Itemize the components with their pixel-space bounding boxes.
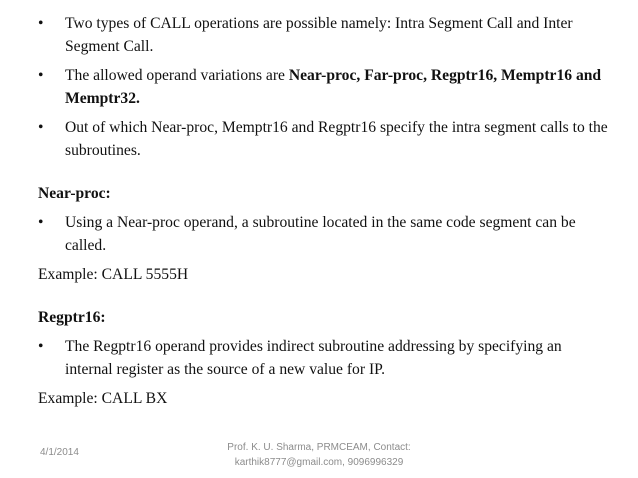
regptr16-bullet [38,335,610,381]
slide-content [38,12,610,410]
regptr16-heading: Regptr16: [38,309,106,326]
bullet-marker: • [38,338,44,355]
bullet-text [65,116,610,162]
bullet-text: Using a Near-proc operand, a subroutine located in the same code segment can be called. [65,214,576,254]
bullet-text: The Regptr16 operand provides indirect subroutine addressing by specifying an internal register as the source of a new value for IP. [65,338,562,378]
bullet-text [65,12,610,58]
near-proc-example: Example: CALL 5555H [38,266,189,283]
near-proc-heading: Near-proc: [38,185,111,202]
footer-author [200,440,438,470]
bullet-intra-segment [38,116,610,162]
bullet-text-part: Two types of CALL operations are possible namely: Intra Segment Call and Inter Segment Call. [65,15,573,55]
near-proc-bullet [38,211,610,257]
bullet-marker: • [38,15,44,32]
footer-author-line2: karthik8777@gmail.com, 9096996329 [234,457,404,468]
bullet-marker: • [38,214,44,231]
bullet-operand-variations [38,64,610,110]
bullet-text-part: Out of which Near-proc, Memptr16 and Regptr16 specify the intra segment calls to the subroutines. [65,119,608,159]
regptr16-example: Example: CALL BX [38,390,168,407]
bullet-text-bold-part: Near-proc, Far-proc, Regptr16, Memptr16 and Memptr32. [65,67,602,107]
bullet-text [65,64,610,110]
bullet-marker: • [38,119,44,136]
footer-author-line1: Prof. K. U. Sharma, PRMCEAM, Contact: [227,442,411,453]
bullet-marker: • [38,67,44,84]
bullet-call-types [38,12,610,58]
bullet-text-part: The allowed operand variations are [65,67,289,84]
footer-date: 4/1/2014 [40,447,79,458]
